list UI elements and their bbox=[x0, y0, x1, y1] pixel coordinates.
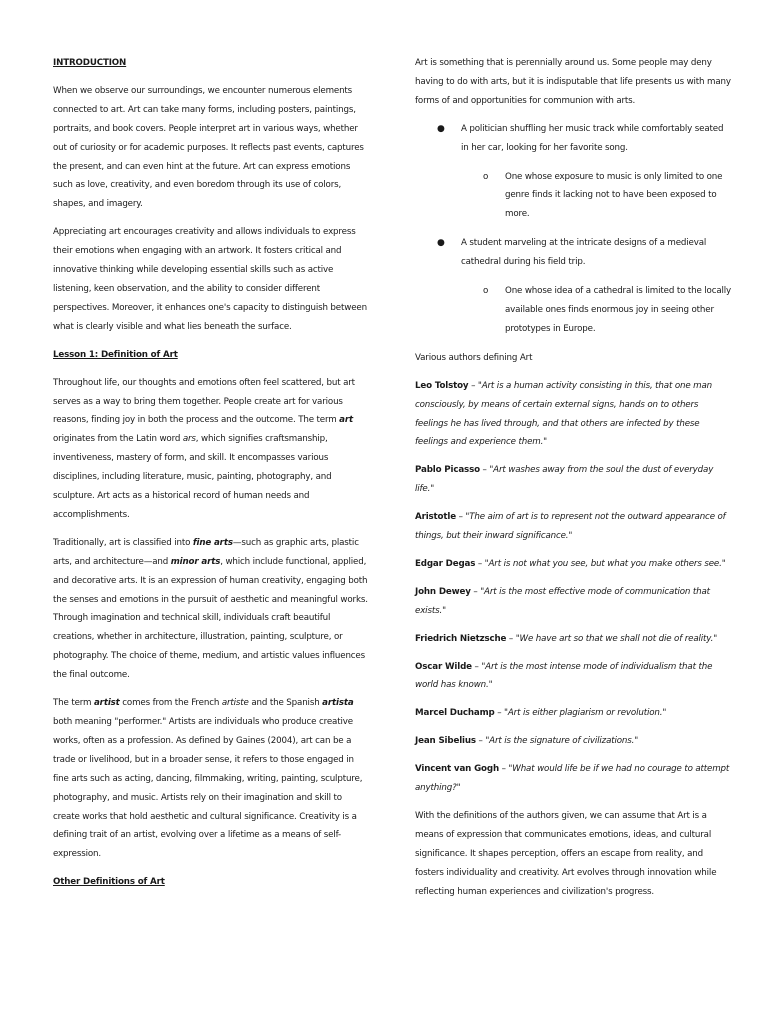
quote-item bbox=[415, 760, 733, 798]
bullet-dot-icon: ● bbox=[437, 123, 445, 134]
quote-text: "Art is the most intense mode of individualism that the world has known." bbox=[415, 661, 713, 691]
sub-bullet-item bbox=[415, 282, 733, 339]
text-run: , which include functional, applied, and decorative arts. It is an expression of human creativity, engaging both the senses and emotions in the pursuit of aesthetic and meaningful works. Through imagination and technical skill, individuals craft beautiful creations, whether in architecture, illustration, painting, sculpture, or photography. The choice of theme, medium, and artistic values influences the final outcome. bbox=[53, 556, 368, 681]
quote-item bbox=[415, 461, 733, 499]
quote-text: "Art is a human activity consisting in this, that one man consciously, by means of certain external signs, hands on to others feelings he has lived through, and that others are infected by these feelings and experience them." bbox=[415, 380, 712, 448]
quote-dash: – bbox=[455, 512, 466, 523]
quote-dash: – bbox=[468, 380, 478, 391]
quote-dash: – bbox=[494, 708, 505, 719]
intro-paragraph-2: Appreciating art encourages creativity and allows individuals to express their emotions when engaging with an artwork. It fosters critical and innovative thinking while developing essential skills such as active listening, keen observation, and the ability to consider different perspectives. Moreover, it enhances one's capacity to distinguish between what is clearly visible and what lies beneath the surface. bbox=[53, 227, 367, 332]
quote-item bbox=[415, 658, 733, 696]
quote-text: "Art is either plagiarism or revolution." bbox=[504, 708, 667, 719]
quote-text: "What would life be if we had no courage to attempt anything?" bbox=[415, 764, 730, 794]
lesson-paragraph-3 bbox=[53, 694, 371, 864]
sub-bullet-item bbox=[415, 168, 733, 225]
quote-author: Pablo Picasso bbox=[415, 465, 480, 476]
quote-dash: – bbox=[506, 633, 516, 644]
sub-bullet-text: One whose idea of a cathedral is limited to the locally available ones finds enormous joy in seeing other prototypes in Europe. bbox=[505, 286, 732, 334]
intro-paragraph-1: When we observe our surroundings, we encounter numerous elements connected to art. Art can take many forms, including posters, paintings, portraits, and book covers. People interpret art in various ways, whether out of curiosity or for academic purposes. It reflects past events, captures the present, and can even hint at the future. Art can express emotions such as love, creativity, and even boredom through its use of colors, shapes, and imagery. bbox=[53, 85, 364, 210]
quote-text: "Art washes away from the soul the dust of everyday life." bbox=[415, 465, 714, 495]
quote-text: "Art is not what you see, but what you make others see." bbox=[484, 558, 726, 569]
text-run: and the Spanish bbox=[248, 698, 323, 709]
quote-item bbox=[415, 377, 733, 453]
quote-author: Friedrich Nietzsche bbox=[415, 633, 507, 644]
quote-dash: – bbox=[471, 661, 482, 672]
conclusion-paragraph: With the definitions of the authors given, we can assume that Art is a means of expression that communicates emotions, ideas, and cultural significance. It shapes perception, offers an escape from reality, and fosters individuality and creativity. Art evolves through innovation while reflecting human experiences and civilization's progress. bbox=[415, 811, 717, 897]
text-run: —such as graphic arts, plastic arts, and architecture—and bbox=[53, 537, 359, 567]
right-intro-paragraph: Art is something that is perennially around us. Some people may deny having to do with arts, but it is indisputable that life presents us with many forms of and opportunities for communion with arts. bbox=[415, 58, 731, 106]
term-minor-arts: minor arts bbox=[170, 556, 221, 567]
text-run: Throughout life, our thoughts and emotions often feel scattered, but art serves as a way to bring them together. People create art for various reasons, finding joy in both the process and the outcome. The term bbox=[53, 377, 355, 426]
sub-bullet-circle-icon: o bbox=[483, 286, 489, 297]
quote-author: Aristotle bbox=[415, 512, 456, 523]
term-fine-arts: fine arts bbox=[192, 537, 233, 548]
quote-author: Jean Sibelius bbox=[415, 736, 476, 747]
quote-dash: – bbox=[475, 736, 486, 747]
quote-author: Oscar Wilde bbox=[415, 661, 472, 672]
quote-item bbox=[415, 732, 733, 751]
quote-dash: – bbox=[470, 586, 481, 597]
quote-text: "We have art so that we shall not die of reality." bbox=[515, 633, 718, 644]
bullet-item bbox=[415, 234, 733, 272]
lesson-heading: Lesson 1: Definition of Art bbox=[53, 349, 178, 360]
term-artist: artist bbox=[93, 698, 120, 709]
lesson-paragraph-1 bbox=[53, 374, 371, 525]
sub-bullet-circle-icon: o bbox=[483, 171, 489, 182]
bullet-text: A politician shuffling her music track while comfortably seated in her car, looking for her favorite song. bbox=[461, 123, 724, 153]
left-column bbox=[53, 54, 371, 901]
authors-label: Various authors defining Art bbox=[415, 352, 533, 363]
sub-bullet-text: One whose exposure to music is only limited to one genre finds it lacking not to have been exposed to more. bbox=[505, 171, 723, 220]
quote-item bbox=[415, 583, 733, 621]
quote-dash: – bbox=[475, 558, 485, 569]
quote-item bbox=[415, 704, 733, 723]
quote-text: "Art is the most effective mode of communication that exists." bbox=[415, 586, 710, 616]
term-ars: ars bbox=[182, 434, 196, 445]
right-column bbox=[415, 54, 733, 911]
bullet-item bbox=[415, 120, 733, 158]
quote-author: Edgar Degas bbox=[415, 558, 476, 569]
quote-author: John Dewey bbox=[415, 586, 471, 597]
text-run: comes from the French bbox=[119, 698, 222, 709]
text-run: The term bbox=[53, 698, 94, 709]
bullet-dot-icon: ● bbox=[437, 238, 445, 249]
quote-text: "The aim of art is to represent not the outward appearance of things, but their inward significance." bbox=[415, 512, 726, 542]
bullet-text: A student marveling at the intricate designs of a medieval cathedral during his field trip. bbox=[461, 238, 707, 268]
text-run: both meaning "performer." Artists are individuals who produce creative works, often as a profession. As defined by Gaines (2004), art can be a trade or livelihood, but in a broader sense, it refers to those engaged in fine arts such as acting, dancing, filmmaking, writing, painting, sculpture, photography, and music. Artists rely on their imagination and skill to create works that hold aesthetic and cultural significance. Creativity is a defining trait of an artist, evolving over a lifetime as a means of self-expression. bbox=[53, 717, 363, 860]
lesson-paragraph-2 bbox=[53, 534, 371, 685]
quote-author: Vincent van Gogh bbox=[415, 764, 499, 775]
text-run: , which signifies craftsmanship, inventiveness, mastery of form, and skill. It encompasses various disciplines, including literature, music, painting, photography, and sculpture. Art acts as a historical record of human needs and accomplishments. bbox=[53, 434, 332, 520]
term-artiste: artiste bbox=[221, 698, 249, 709]
quote-item bbox=[415, 630, 733, 649]
term-art: art bbox=[339, 415, 354, 426]
quote-author: Leo Tolstoy bbox=[415, 380, 469, 391]
quote-text: "Art is the signature of civilizations." bbox=[485, 736, 639, 747]
text-run: Traditionally, art is classified into bbox=[53, 537, 193, 548]
other-definitions-heading: Other Definitions of Art bbox=[53, 877, 165, 888]
quote-author: Marcel Duchamp bbox=[415, 708, 495, 719]
quote-dash: – bbox=[498, 764, 509, 775]
quote-item bbox=[415, 555, 733, 574]
term-artista: artista bbox=[322, 698, 354, 709]
text-run: originates from the Latin word bbox=[53, 434, 183, 445]
introduction-heading: INTRODUCTION bbox=[53, 58, 127, 68]
quote-item bbox=[415, 508, 733, 546]
quote-dash: – bbox=[479, 465, 490, 476]
